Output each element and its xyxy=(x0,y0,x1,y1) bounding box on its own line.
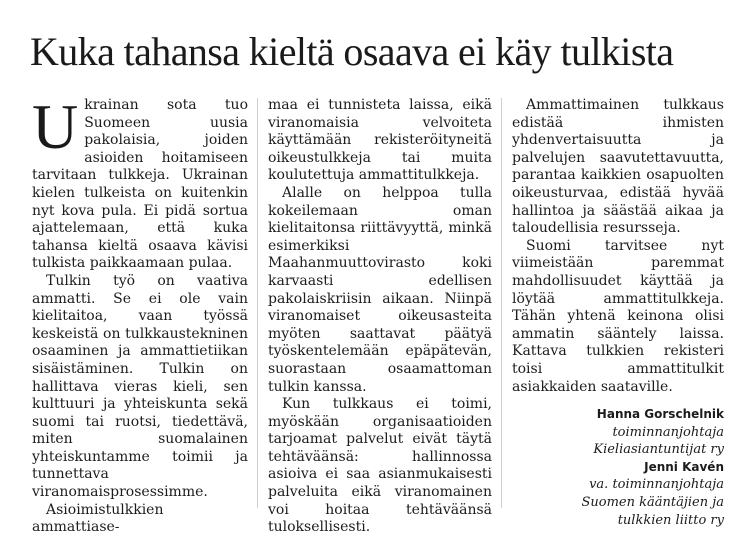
author-name: Jenni Kavén xyxy=(644,459,724,474)
column-divider xyxy=(501,98,502,508)
column-3 xyxy=(512,97,724,529)
paragraph xyxy=(32,91,248,273)
author-role: va. toiminnanjohtaja xyxy=(589,477,724,493)
author-role: toiminnanjohtaja xyxy=(612,424,724,440)
author-organization: tulkkien liitto ry xyxy=(617,512,724,528)
paragraph: maa ei tunnisteta laissa, eikä viranomaisia velvoiteta käyttämään rekisteröityneitä oikeustulkkeja tai muita koulutettuja ammattitulkkeja. xyxy=(268,97,492,184)
drop-cap: U xyxy=(32,91,79,162)
paragraph: Kun tulkkaus ei toimi, myöskään organisaatioiden tarjoamat palvelut eivät täytä tehtäväänsä: hallinnossa asioiva ei saa asianmukaisesti palveluita eikä viranomainen voi hoitaa tehtäväänsä tuloksellisesti. xyxy=(268,396,492,536)
author-name: Hanna Gorschelnik xyxy=(596,407,724,422)
signature-block xyxy=(512,406,724,529)
paragraph-text: krainan sota tuo Suomeen uusia pakolaisia, joiden asioiden hoitamiseen tarvitaan tulkkeja. Ukrainan kielen tulkeista on kuitenkin nyt kova pula. Ei pidä sortua ajattelemaan, että kuka tahansa kieltä osaava kävisi tulkista paikkaamaan pulaa. xyxy=(32,97,248,272)
column-1 xyxy=(32,91,248,537)
column-divider xyxy=(257,98,258,508)
column-2 xyxy=(268,97,492,537)
author-organization: Suomen kääntäjien ja xyxy=(581,495,724,511)
headline: Kuka tahansa kieltä osaava ei käy tulkista xyxy=(30,29,674,74)
paragraph: Asioimistulkkien ammattiase- xyxy=(32,501,164,536)
paragraph: Ammattimainen tulkkaus edistää ihmisten yhdenvertaisuutta ja palvelujen saavutettavuutta, parantaa kaikkien osapuolten oikeusturvaa, edistää hyvää hallintoa ja säästää aikaa ja taloudellisia resursseja. xyxy=(512,97,724,237)
paragraph: Tulkin työ on vaativa ammatti. Se ei ole vain kielitaitoa, vaan työssä keskeistä on tulkkaustekninen osaaminen ja ammattietiikan sisäistäminen. Tulkin on hallittava vieras kieli, sen kulttuuri ja yhteiskunta sekä suomi tai ruotsi, tiedettävä, miten suomalainen yhteiskuntamme toimii ja tunnettava viranomaisprosessimme. xyxy=(32,272,248,501)
paragraph: Alalle on helppoa tulla kokeilemaan oman kielitaitonsa riittävyyttä, minkä esimerkiksi Maahanmuuttovirasto koki karvaasti edellisen pakolaiskriisin aikaan. Niinpä viranomaiset oikeusasteita myöten saattavat päätyä työskentelemään epäpätevän, suorastaan osaamattoman tulkin kanssa. xyxy=(268,184,492,395)
author-organization: Kieliasiantuntijat ry xyxy=(593,442,724,458)
paragraph: Suomi tarvitsee nyt viimeistään paremmat mahdollisuudet käyttää ja löytää ammattitulkkeja. Tähän yhtenä keinona olisi ammatin sääntely laissa. Kattava tulkkien rekisteri toisi ammattitulkit asiakkaiden saataville. xyxy=(512,237,724,395)
